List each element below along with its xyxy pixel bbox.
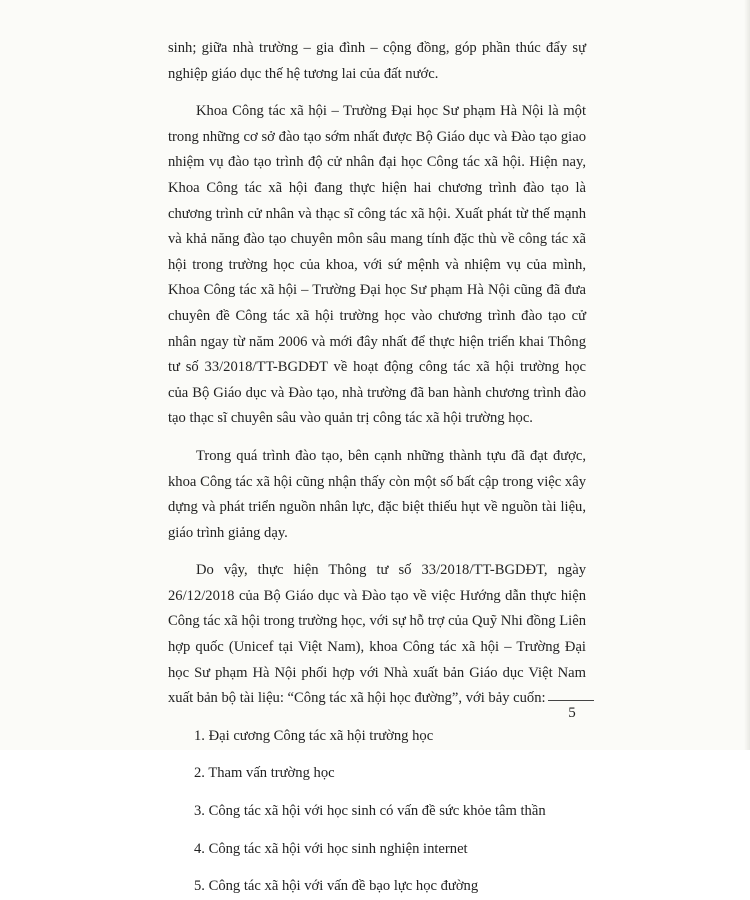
list-item: 5. Công tác xã hội với vấn đề bạo lực học đường — [194, 878, 479, 895]
list-item: 2. Tham vấn trường học — [194, 765, 335, 782]
list-item: 4. Công tác xã hội với học sinh nghiện internet — [194, 840, 468, 857]
book-list — [168, 724, 586, 900]
paragraph-training-challenges: Trong quá trình đào tạo, bên cạnh những thành tựu đã đạt được, khoa Công tác xã hội cũng nhận thấy còn một số bất cập trong việc xây dựng và phát triển nguồn nhân lực, đặc biệt thiếu hụt về nguồn tài liệu, giáo trình giảng dạy. — [168, 447, 586, 541]
page-body-text — [168, 36, 586, 900]
page-number-rule — [548, 700, 594, 701]
paragraph-faculty-intro: Khoa Công tác xã hội – Trường Đại học Sư phạm Hà Nội là một trong những cơ sở đào tạo sớm nhất được Bộ Giáo dục và Đào tạo giao nhiệm vụ đào tạo trình độ cử nhân đại học Công tác xã hội. Hiện nay, Khoa Công tác xã hội đang thực hiện hai chương trình đào tạo là chương trình cử nhân và thạc sĩ công tác xã hội. Xuất phát từ thế mạnh và khả năng đào tạo chuyên môn sâu mang tính đặc thù về công tác xã hội trong trường học của khoa, với sứ mệnh và nhiệm vụ của mình, Khoa Công tác xã hội – Trường Đại học Sư phạm Hà Nội cũng đã đưa chuyên đề Công tác xã hội trường học vào chương trình đào tạo cử nhân ngay từ năm 2006 và mới đây nhất để thực hiện triển khai Thông tư số 33/2018/TT-BGDĐT về hoạt động công tác xã hội trường học của Bộ Giáo dục và Đào tạo, nhà trường đã ban hành chương trình đào tạo thạc sĩ chuyên sâu vào quản trị công tác xã hội trường học. — [168, 103, 586, 427]
list-item: 3. Công tác xã hội với học sinh có vấn đề sức khỏe tâm thần — [194, 803, 546, 820]
paragraph-book-series: Do vậy, thực hiện Thông tư số 33/2018/TT-BGDĐT, ngày 26/12/2018 của Bộ Giáo dục và Đào tạo về việc Hướng dẫn thực hiện Công tác xã hội trong trường học, với sự hỗ trợ của Quỹ Nhi đồng Liên hợp quốc (Unicef tại Việt Nam), khoa Công tác xã hội – Trường Đại học Sư phạm Hà Nội phối hợp với Nhà xuất bản Giáo dục Việt Nam xuất bản bộ tài liệu: “Công tác xã hội học đường”, với bảy cuốn: — [168, 562, 586, 707]
paragraph-continuation: sinh; giữa nhà trường – gia đình – cộng đồng, góp phần thúc đẩy sự nghiệp giáo dục thế hệ tương lai của đất nước. — [168, 40, 586, 82]
list-item: 1. Đại cương Công tác xã hội trường học — [194, 727, 434, 744]
page-number: 5 — [568, 705, 576, 721]
page-edge-shadow — [744, 0, 750, 750]
